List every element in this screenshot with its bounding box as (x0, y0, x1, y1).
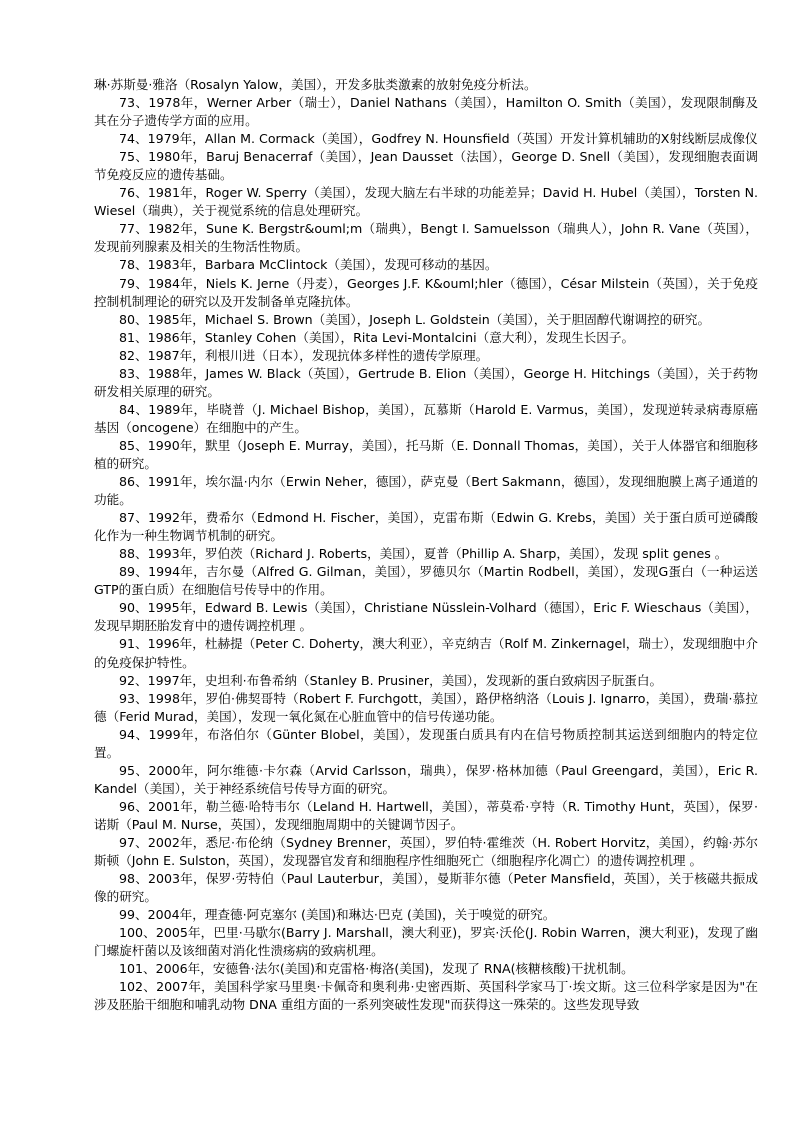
paragraph-93: 93、1998年，罗伯·佛契哥特（Robert F. Furchgott，美国），路伊格纳洛（Louis J. Ignarro，美国），费瑞·慕拉德（Ferid Murad，美国），发现一氧化氮在心脏血管中的信号传递功能。 (94, 690, 758, 724)
paragraph-92: 92、1997年，史坦利·布鲁希纳（Stanley B. Prusiner，美国），发现新的蛋白致病因子朊蛋白。 (119, 672, 663, 688)
paragraph-99: 99、2004年，理查德·阿克塞尔 (美国)和琳达·巴克 (美国)，关于嗅觉的研究。 (119, 907, 556, 923)
paragraph-81: 81、1986年，Stanley Cohen（美国），Rita Levi-Montalcini（意大利），发现生长因子。 (119, 329, 635, 345)
paragraph-76: 76、1981年，Roger W. Sperry（美国），发现大脑左右半球的功能差异；David H. Hubel（美国），Torsten N. Wiesel（瑞典），关于视觉系统的信息处理研究。 (94, 185, 758, 219)
paragraph-74: 74、1979年，Allan M. Cormack（美国），Godfrey N. Hounsfield（英国）开发计算机辅助的X射线断层成像仪 (119, 131, 758, 147)
paragraph-98: 98、2003年，保罗·劳特伯（Paul Lauterbur，美国），曼斯菲尔德（Peter Mansfield，英国），关于核磁共振成像的研究。 (94, 871, 758, 905)
paragraph-91: 91、1996年，杜赫提（Peter C. Doherty，澳大利亚），辛克纳吉（Rolf M. Zinkernagel，瑞士），发现细胞中介的免疫保护特性。 (94, 636, 758, 670)
paragraph-75: 75、1980年，Baruj Benacerraf（美国），Jean Dausset（法国），George D. Snell（美国），发现细胞表面调节免疫反应的遗传基础。 (94, 149, 758, 183)
paragraph-89: 89、1994年，吉尔曼（Alfred G. Gilman，美国），罗德贝尔（Martin Rodbell，美国），发现G蛋白（一种运送GTP的蛋白质）在细胞信号传导中的作用。 (94, 564, 758, 598)
paragraph-88: 88、1993年，罗伯茨（Richard J. Roberts，美国），夏普（Phillip A. Sharp，美国），发现 split genes 。 (119, 546, 728, 562)
document-body (94, 76, 758, 1014)
paragraph-90: 90、1995年，Edward B. Lewis（美国），Christiane Nüsslein-Volhard（德国），Eric F. Wieschaus（美国），发现早期胚胎发育中的遗传调控机理 。 (94, 600, 758, 634)
paragraph-85: 85、1990年，默里（Joseph E. Murray，美国），托马斯（E. Donnall Thomas，美国），关于人体器官和细胞移植的研究。 (94, 437, 758, 471)
paragraph-95: 95、2000年，阿尔维德·卡尔森（Arvid Carlsson，瑞典），保罗·格林加德（Paul Greengard，美国），Eric R. Kandel（美国），关于神经系统信号传导方面的研究。 (94, 762, 758, 796)
paragraph-86: 86、1991年，埃尔温·内尔（Erwin Neher，德国），萨克曼（Bert Sakmann，德国），发现细胞膜上离子通道的功能。 (94, 474, 758, 508)
paragraph-87: 87、1992年，费希尔（Edmond H. Fischer，美国），克雷布斯（Edwin G. Krebs，美国）关于蛋白质可逆磷酸化作为一种生物调节机制的研究。 (94, 510, 758, 544)
paragraph-101: 101、2006年，安德鲁·法尔(美国)和克雷格·梅洛(美国)，发现了 RNA(核糖核酸)干扰机制。 (119, 961, 634, 977)
paragraph-82: 82、1987年，利根川进（日本），发现抗体多样性的遗传学原理。 (119, 347, 489, 363)
paragraph-80: 80、1985年，Michael S. Brown（美国），Joseph L. Goldstein（美国），关于胆固醇代谢调控的研究。 (119, 311, 711, 327)
paragraph-96: 96、2001年，勒兰德·哈特韦尔（Leland H. Hartwell，美国），蒂莫希·亨特（R. Timothy Hunt，英国），保罗·诺斯（Paul M. Nurse，英国），发现细胞周期中的关键调节因子。 (94, 798, 758, 832)
paragraph-94: 94、1999年，布洛伯尔（Günter Blobel，美国），发现蛋白质具有内在信号物质控制其运送到细胞内的特定位置。 (94, 726, 758, 760)
paragraph-72-continuation: 琳·苏斯曼·雅洛（Rosalyn Yalow，美国），开发多肽类激素的放射免疫分析法。 (94, 77, 537, 92)
paragraph-78: 78、1983年，Barbara McClintock（美国），发现可移动的基因。 (119, 257, 498, 273)
paragraph-77: 77、1982年，Sune K. Bergstr&ouml;m（瑞典），Bengt I. Samuelsson（瑞典人），John R. Vane（英国），发现前列腺素及相关的生物活性物质。 (94, 221, 758, 255)
paragraph-73: 73、1978年，Werner Arber（瑞士），Daniel Nathans（美国），Hamilton O. Smith（美国），发现限制酶及其在分子遗传学方面的应用。 (94, 95, 758, 129)
paragraph-100: 100、2005年，巴里·马歇尔(Barry J. Marshall，澳大利亚)，罗宾·沃伦(J. Robin Warren，澳大利亚)，发现了幽门螺旋杆菌以及该细菌对消化性溃疡病的致病机理。 (94, 925, 758, 959)
paragraph-83: 83、1988年，James W. Black（英国），Gertrude B. Elion（美国），George H. Hitchings（美国），关于药物研发相关原理的研究。 (94, 365, 758, 399)
paragraph-84: 84、1989年，毕晓普（J. Michael Bishop，美国），瓦慕斯（Harold E. Varmus，美国），发现逆转录病毒原癌基因（oncogene）在细胞中的产生。 (94, 401, 758, 435)
paragraph-79: 79、1984年，Niels K. Jerne（丹麦），Georges J.F. K&ouml;hler（德国），César Milstein（英国），关于免疫控制机制理论的研究以及开发制备单克隆抗体。 (94, 275, 758, 309)
paragraph-97: 97、2002年，悉尼·布伦纳（Sydney Brenner，英国），罗伯特·霍维茨（H. Robert Horvitz，美国），约翰·苏尔斯顿（John E. Sulston，英国），发现器官发育和细胞程序性细胞死亡（细胞程序化凋亡）的遗传调控机理 。 (94, 834, 758, 869)
paragraph-102: 102、2007年，美国科学家马里奥·卡佩奇和奥利弗·史密西斯、英国科学家马丁·埃文斯。这三位科学家是因为"在涉及胚胎干细胞和哺乳动物 DNA 重组方面的一系列突破性发现"而获得这一殊荣的。这些发现导致 (94, 979, 758, 1013)
